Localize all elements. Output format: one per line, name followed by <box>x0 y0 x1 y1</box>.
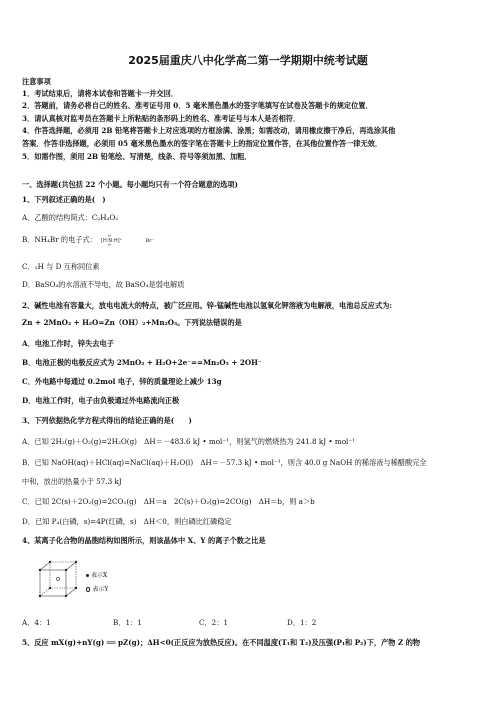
notes-item-1: 1．考试结束后，请将本试卷和答题卡一并交回． <box>22 89 178 98</box>
q3-option-b-line2: 中和，放出的热量小于 57.3 kJ <box>22 477 122 486</box>
q3-option-c: C．已知 2C(s)＋2O₂(g)=2CO₂(g) ΔH＝a 2C(s)＋O₂(g)=2CO(g) ΔH＝b，则 a＞b <box>22 497 315 506</box>
notes-item-3: 3．请认真核对监考员在答题卡上所粘贴的条形码上的姓名、准考证号与本人是否相符． <box>22 114 301 123</box>
section-heading: 一、选择题(共包括 22 个小题。每小题均只有一个符合题意的选项) <box>22 180 238 189</box>
q2-stem-line1: 2、碱性电池有容量大，放电电流大的特点，被广泛应用。锌-锰碱性电池以氢氧化钾溶液为电解液，电池总反应式为: <box>22 301 393 310</box>
q1-option-a: A．乙酸的结构简式：C₂H₄O₂ <box>22 213 119 222</box>
q2-stem-line2: Zn + 2MnO₂ + H₂O=Zn（OH）₂+Mn₂O₃。下列说法错误的是 <box>22 318 242 327</box>
q5-stem: 5、反应 mX(g)+nY(g) ══ pZ(g)；ΔH<0(正反应为放热反应)。在不同温度(T₁和 T₂)及压强(P₁和 P₂)下，产物 Z 的物 <box>22 638 421 647</box>
q4-option-d: D．1：2 <box>287 618 317 627</box>
x-dot-icon <box>86 574 89 577</box>
notes-item-5: 5．如需作图，须用 2B 铅笔绘、写清楚，线条、符号等须加黑、加粗． <box>22 152 252 161</box>
q2-option-c: C．外电路中每通过 0.2mol 电子，锌的质量理论上减少 13g <box>22 377 222 386</box>
q1-option-b-tail: Br⁻ <box>145 238 155 244</box>
y-circle-icon <box>86 587 90 591</box>
legend-y-label: 表示Y <box>92 586 109 593</box>
exam-title: 2025届重庆八中化学高二第一学期期中统考试题 <box>128 54 368 67</box>
q3-option-d: D．已知 P₄(白磷，s)=4P(红磷，s) ΔH＜0，则白磷比红磷稳定 <box>22 517 232 526</box>
q4-option-a: A．4：1 <box>22 618 51 627</box>
q2-option-b: B．电池正极的电极反应式为 2MnO₂ + H₂O+2e⁻==Mn₂O₃ + 2OH⁻ <box>22 358 262 367</box>
q1-option-c: C．₁H 与 D 互称同位素 <box>22 262 100 271</box>
q1-option-d: D．BaSO₄的水溶液不导电，故 BaSO₄是弱电解质 <box>22 280 185 289</box>
q1-option-b <box>22 234 154 246</box>
legend-y <box>86 586 108 594</box>
electron-formula-image <box>99 234 143 246</box>
notes-item-4-cont: 答案．作答非选择题，必须用 05 毫米黑色墨水的签字笔在答题卡上的指定位置作答，在其他位置作答一律无效． <box>22 139 383 148</box>
q3-option-b-line1: B．已知 NaOH(aq)＋HCl(aq)=NaCl(aq)＋H₂O(l) ΔH＝－57.3 kJ • mol⁻¹，则含 40.0 g NaOH 的稀溶液与稀醋酸完全 <box>22 458 427 467</box>
svg-text:[H:N:H]⁺: [H:N:H]⁺ <box>101 238 123 244</box>
q1-stem: 1、下列叙述正确的是( ) <box>22 195 106 204</box>
q2-option-a: A．电池工作时，锌失去电子 <box>22 339 114 348</box>
legend-x <box>86 572 107 580</box>
notes-heading: 注意事项 <box>22 77 51 86</box>
legend-x-label: 表示X <box>91 572 108 579</box>
svg-text:H: H <box>108 243 111 246</box>
q3-option-a: A．已知 2H₂(g)＋O₂(g)=2H₂O(g) ΔH＝－483.6 kJ • mol⁻¹，则氢气的燃烧热为 241.8 kJ • mol⁻¹ <box>22 437 356 446</box>
q3-stem: 3、下列依据热化学方程式得出的结论正确的是( ) <box>22 416 192 425</box>
q4-option-b: B．1：1 <box>113 618 142 627</box>
q1-option-b-text: B．NH₄Br 的电子式： <box>22 235 97 244</box>
svg-text:H: H <box>108 234 111 238</box>
notes-item-2: 2．答题前，请务必将自己的姓名、准考证号用 0．5 毫米黑色墨水的签字笔填写在试卷及答题卡的规定位置． <box>22 101 373 110</box>
notes-item-4: 4．作答选择题，必须用 2B 铅笔将答题卡上对应选项的方框涂满、涂黑；如需改动，请用橡皮擦干净后，再选涂其他 <box>22 126 396 135</box>
q4-stem: 4、某离子化合物的晶胞结构如图所示，则该晶体中 X、Y 的离子个数之比是 <box>22 536 266 545</box>
q4-option-c: C．2：1 <box>199 618 229 627</box>
q2-option-d: D．电池工作时，电子由负极通过外电路流向正极 <box>22 396 180 405</box>
